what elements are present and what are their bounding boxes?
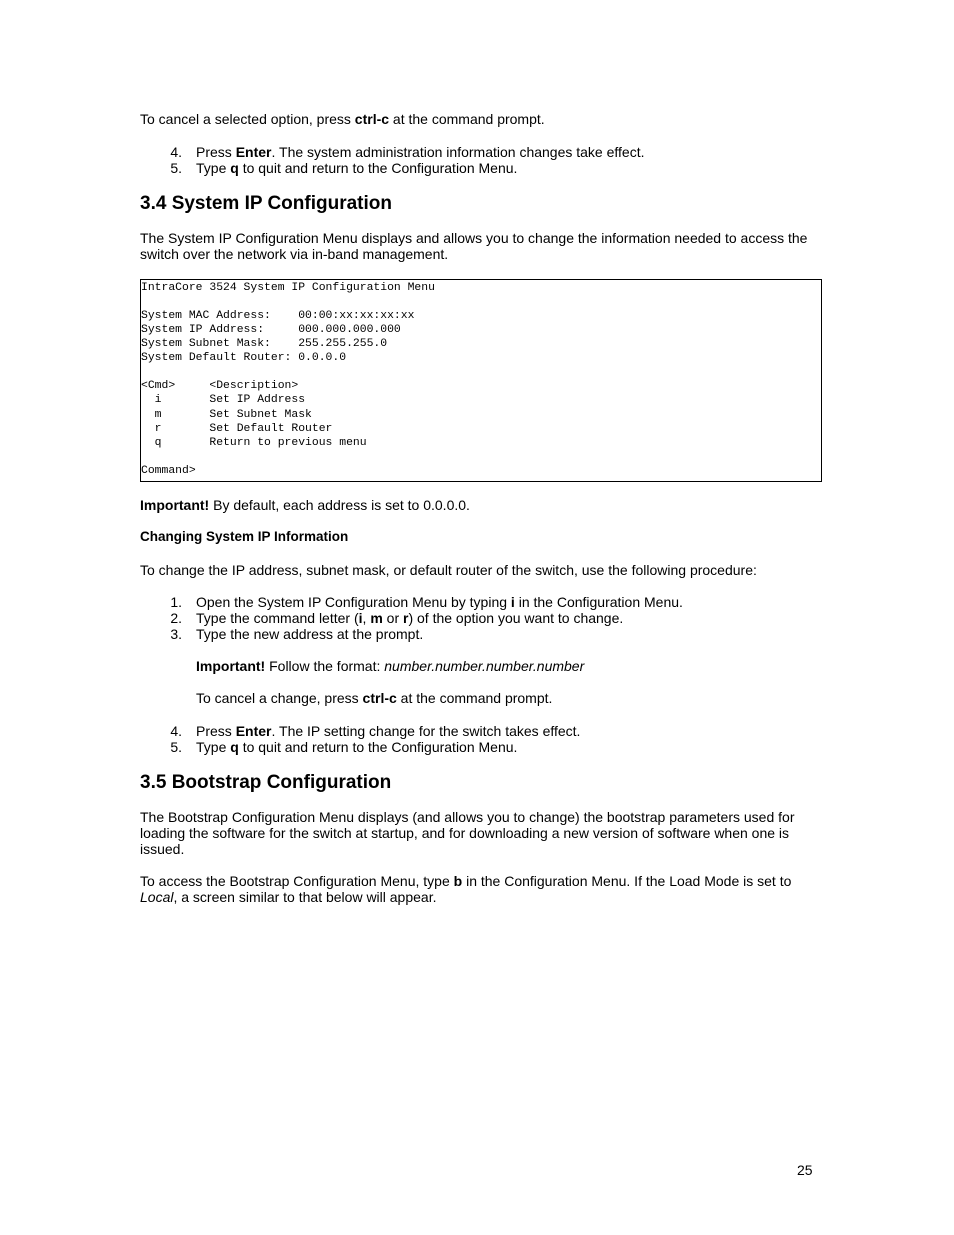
important-format-note: Important! Follow the format: number.number.number.number [196,658,585,674]
terminal-title: IntraCore 3524 System IP Configuration Menu [141,282,435,294]
section-heading-bootstrap: 3.5 Bootstrap Configuration [140,772,392,793]
boot-para-1-line-3: issued. [140,841,185,857]
cancel-note [140,111,545,127]
terminal-prompt: Command> [141,465,196,477]
terminal-router: System Default Router: 0.0.0.0 [141,352,347,364]
step-text: Type q to quit and return to the Configuration Menu. [196,160,518,176]
boot-para-1-line-2: loading the software for the switch at startup, and for downloading a new version of software when one is [140,825,790,841]
step-text: Press Enter. The system administration information changes take effect. [196,144,645,160]
terminal-mask: System Subnet Mask: 255.255.255.0 [141,338,388,350]
boot-para-2-line-2: Local, a screen similar to that below will appear. [140,889,437,905]
ip-intro-line-2: switch over the network via in-band management. [140,246,449,262]
terminal-screen [140,279,822,482]
cancel-note-key: ctrl-c [354,111,390,127]
step-number: 4. [170,144,182,160]
page-number: 25 [797,1162,813,1178]
step-number: 4. [170,723,182,739]
section-heading-ip: 3.4 System IP Configuration [140,193,392,214]
terminal-cmd-header: <Cmd> <Description> [141,380,299,392]
important-text: By default, each address is set to 0.0.0.0. [209,497,470,513]
terminal-ip: System IP Address: 000.000.000.000 [141,324,401,336]
boot-para-1-line-1: The Bootstrap Configuration Menu displays (and allows you to change) the bootstrap parameters used for [140,809,795,825]
step-text: Open the System IP Configuration Menu by typing i in the Configuration Menu. [196,594,683,610]
step-number: 5. [170,739,182,755]
step-number: 2. [170,610,182,626]
changing-heading: Changing System IP Information [140,529,349,544]
terminal-cmd-m: m Set Subnet Mask [141,409,312,421]
step-text: Press Enter. The IP setting change for the switch takes effect. [196,723,581,739]
cancel-note-text: To cancel a selected option, press [140,111,355,127]
changing-intro: To change the IP address, subnet mask, or default router of the switch, use the following procedure: [140,562,757,578]
terminal-cmd-q: q Return to previous menu [141,437,367,449]
step-text: Type q to quit and return to the Configuration Menu. [196,739,518,755]
step-number: 3. [170,626,182,642]
cancel-note-text-end: at the command prompt. [389,111,545,127]
important-default-note [140,497,470,513]
ip-intro-line-1: The System IP Configuration Menu displays and allows you to change the information needed to access the [140,230,808,246]
terminal-cmd-i: i Set IP Address [141,394,306,406]
terminal-cmd-r: r Set Default Router [141,423,333,435]
step-number: 1. [170,594,182,610]
important-label: Important! [140,497,210,513]
step-text: Type the new address at the prompt. [196,626,424,642]
step-text: Type the command letter (i, m or r) of the option you want to change. [196,610,624,626]
terminal-mac: System MAC Address: 00:00:xx:xx:xx:xx [141,310,415,322]
boot-para-2-line-1: To access the Bootstrap Configuration Menu, type b in the Configuration Menu. If the Load Mode is set to [140,873,792,889]
step-number: 5. [170,160,182,176]
cancel-change-note: To cancel a change, press ctrl-c at the command prompt. [196,690,553,706]
